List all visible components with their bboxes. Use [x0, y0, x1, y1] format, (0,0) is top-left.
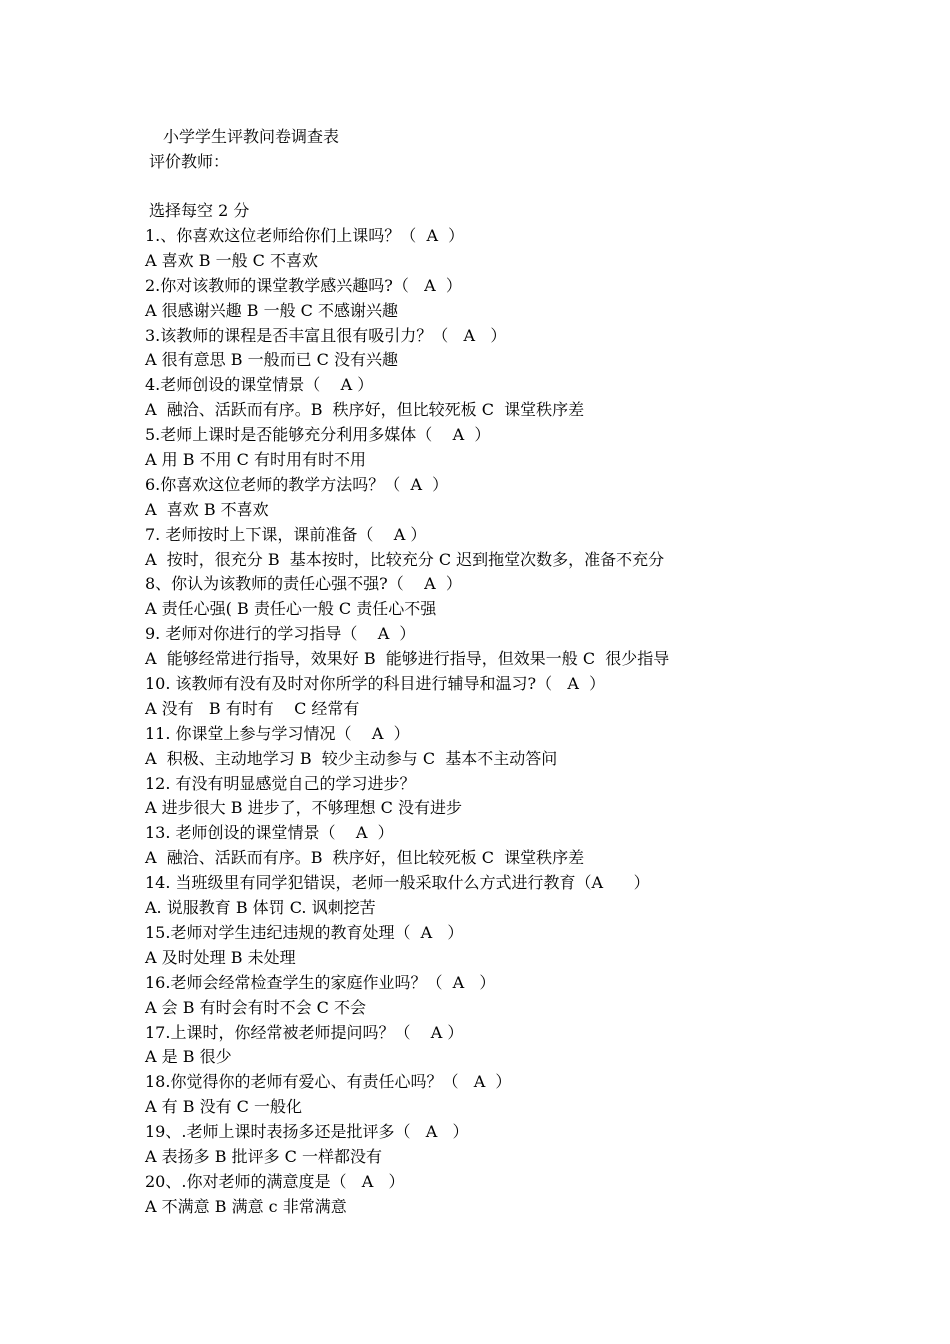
- evaluator-label: 评价教师：: [149, 152, 230, 171]
- question-item-3: [145, 325, 845, 375]
- question-item-19: [145, 1121, 845, 1171]
- question-text: 9. 老师对你进行的学习指导（ A ）: [145, 624, 416, 644]
- question-item-15: [145, 922, 845, 972]
- question-text: 11. 你课堂上参与学习情况（ A ）: [145, 723, 410, 743]
- question-text: 7. 老师按时上下课，课前准备（ A ）: [145, 524, 427, 544]
- question-options: A 及时处理 B 未处理: [145, 947, 296, 967]
- question-text: 3.该教师的课程是否丰富且很有吸引力？（ A ）: [145, 325, 507, 345]
- document-title: 小学学生评教问卷调查表: [163, 127, 340, 146]
- question-options: A. 说服教育 B 体罚 C. 讽刺挖苦: [145, 898, 376, 918]
- question-options: A 有 B 没有 C 一般化: [145, 1097, 302, 1117]
- question-text: 18.你觉得你的老师有爱心、有责任心吗？（ A ）: [145, 1072, 512, 1092]
- question-options: A 会 B 有时会有时不会 C 不会: [145, 997, 366, 1017]
- question-options: A 很感谢兴趣 B 一般 C 不感谢兴趣: [145, 300, 398, 320]
- question-text: 15.老师对学生违纪违规的教育处理（ A ）: [145, 922, 464, 942]
- question-text: 4.老师创设的课堂情景（ A ）: [145, 375, 374, 395]
- question-list: [145, 225, 845, 1221]
- question-options: A 很有意思 B 一般而已 C 没有兴趣: [145, 350, 398, 370]
- question-options: A 能够经常进行指导，效果好 B 能够进行指导，但效果一般 C 很少指导: [145, 649, 670, 669]
- question-options: A 融洽、活跃而有序。B 秩序好，但比较死板 C 课堂秩序差: [145, 848, 585, 868]
- question-options: A 用 B 不用 C 有时用有时不用: [145, 450, 366, 470]
- question-options: A 喜欢 B 不喜欢: [145, 499, 269, 519]
- question-item-5: [145, 424, 845, 474]
- question-item-14: [145, 872, 845, 922]
- question-text: 16.老师会经常检查学生的家庭作业吗？（ A ）: [145, 972, 496, 992]
- question-text: 5.老师上课时是否能够充分利用多媒体（ A ）: [145, 425, 491, 445]
- question-item-20: [145, 1171, 845, 1221]
- question-item-11: [145, 723, 845, 773]
- question-text: 6.你喜欢这位老师的教学方法吗？（ A ）: [145, 474, 449, 494]
- question-item-8: [145, 573, 845, 623]
- question-text: 19、.老师上课时表扬多还是批评多（ A ）: [145, 1122, 469, 1142]
- question-options: A 融洽、活跃而有序。B 秩序好，但比较死板 C 课堂秩序差: [145, 400, 585, 420]
- question-options: A 不满意 B 满意 c 非常满意: [145, 1196, 347, 1216]
- question-item-16: [145, 972, 845, 1022]
- question-text: 20、.你对老师的满意度是（ A ）: [145, 1171, 405, 1191]
- question-text: 13. 老师创设的课堂情景（ A ）: [145, 823, 394, 843]
- question-text: 10. 该教师有没有及时对你所学的科目进行辅导和温习?（ A ）: [145, 674, 606, 694]
- question-item-6: [145, 474, 845, 524]
- question-text: 14. 当班级里有同学犯错误，老师一般采取什么方式进行教育（A ）: [145, 873, 650, 893]
- question-options: A 喜欢 B 一般 C 不喜欢: [145, 250, 318, 270]
- question-item-9: [145, 623, 845, 673]
- question-text: 2.你对该教师的课堂教学感兴趣吗?（ A ）: [145, 275, 462, 295]
- question-item-17: [145, 1022, 845, 1072]
- score-note: 选择每空 2 分: [149, 201, 250, 220]
- question-item-18: [145, 1071, 845, 1121]
- question-options: A 责任心强( B 责任心一般 C 责任心不强: [145, 599, 437, 619]
- question-item-10: [145, 673, 845, 723]
- question-options: A 表扬多 B 批评多 C 一样都没有: [145, 1146, 382, 1166]
- question-item-4: [145, 374, 845, 424]
- question-item-12: [145, 773, 845, 823]
- question-options: A 按时，很充分 B 基本按时，比较充分 C 迟到拖堂次数多，准备不充分: [145, 549, 665, 569]
- question-item-7: [145, 524, 845, 574]
- question-options: A 是 B 很少: [145, 1047, 232, 1067]
- question-options: A 没有 B 有时有 C 经常有: [145, 698, 360, 718]
- question-text: 8、你认为该教师的责任心强不强?（ A ）: [145, 574, 462, 594]
- question-text: 12. 有没有明显感觉自己的学习进步？: [145, 773, 416, 793]
- question-item-2: [145, 275, 845, 325]
- question-text: 17.上课时，你经常被老师提问吗？（ A ）: [145, 1022, 464, 1042]
- question-options: A 进步很大 B 进步了，不够理想 C 没有进步: [145, 798, 462, 818]
- question-options: A 积极、主动地学习 B 较少主动参与 C 基本不主动答问: [145, 748, 558, 768]
- question-item-1: [145, 225, 845, 275]
- question-text: 1.、你喜欢这位老师给你们上课吗？（ A ）: [145, 226, 465, 245]
- question-item-13: [145, 822, 845, 872]
